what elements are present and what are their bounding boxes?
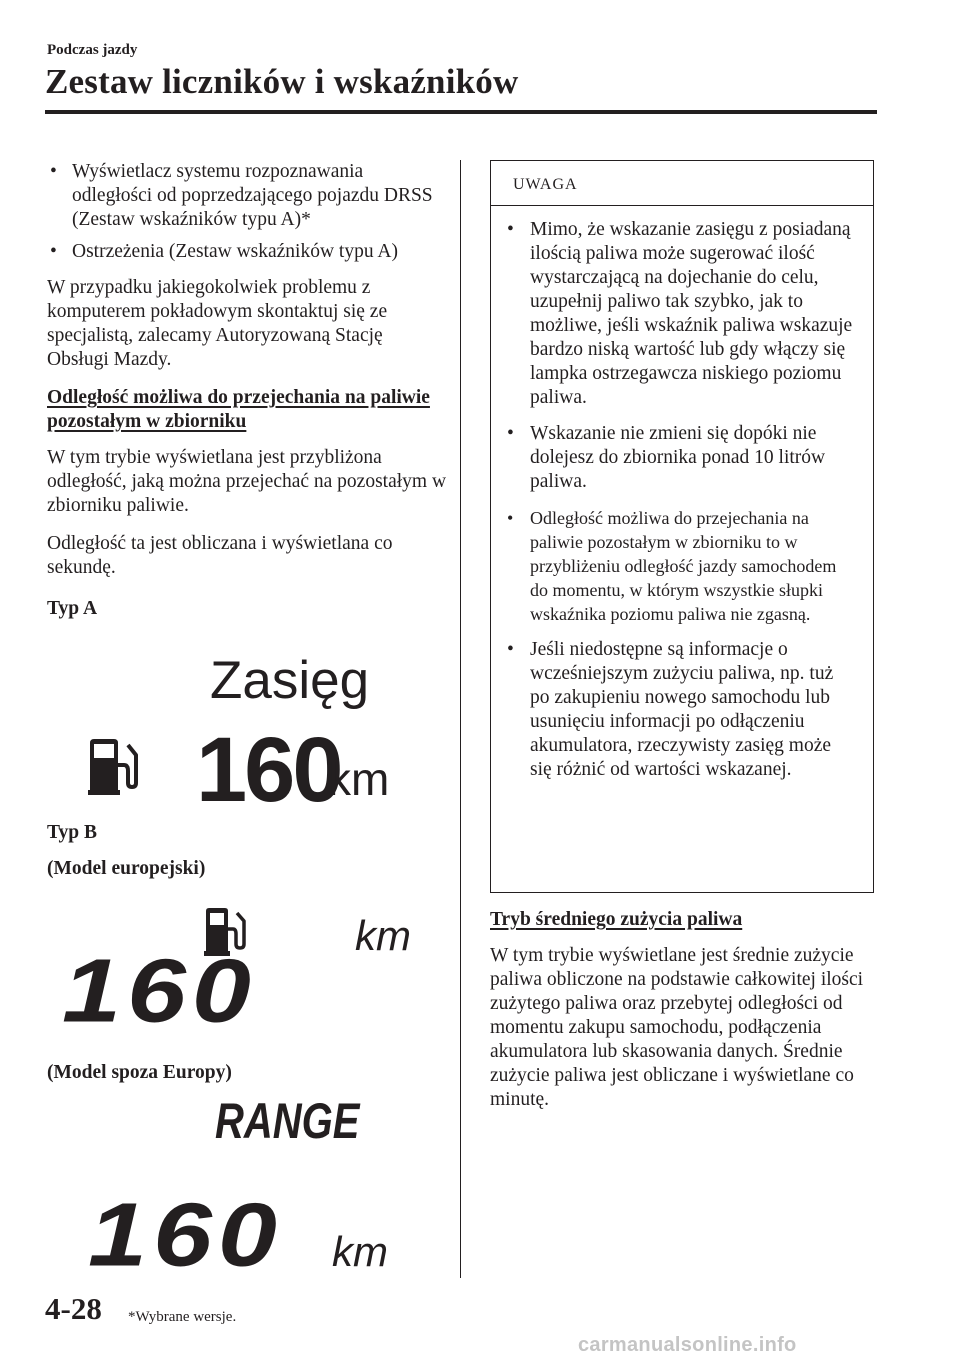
note-body	[491, 206, 873, 782]
footnote: *Wybrane wersje.	[128, 1309, 237, 1325]
page-number: 4-28	[45, 1291, 102, 1326]
paragraph: W tym trybie wyświetlane jest średnie zużycie paliwa obliczone na podstawie całkowitej ilości zużytego paliwa oraz przebytej odległości od momentu zakupu samochodu, podłączenia akumulatora lub skasowania danych. Średnie zużycie paliwa jest obliczane i wyświetlane co minutę.	[490, 945, 864, 1110]
bullet-text: Wyświetlacz systemu rozpoznawania odległości od poprzedzającego pojazdu DRSS (Zestaw wskaźników typu A)*	[72, 161, 433, 230]
note-box	[490, 160, 874, 893]
note-heading: UWAGA	[491, 161, 873, 206]
display-title-range: RANGE	[215, 1093, 360, 1149]
note-item	[505, 218, 855, 410]
left-column	[47, 160, 447, 590]
display-title-range: Zasięg	[210, 651, 370, 710]
range-value-digits: 160	[196, 719, 341, 821]
bullet-icon: •	[50, 161, 57, 182]
type-a-label: Typ A	[47, 598, 98, 619]
type-b-label: Typ B	[47, 822, 98, 843]
range-unit: km	[332, 1228, 388, 1275]
note-text: Odległość możliwa do przejechania na paliwie pozostałym w zbiorniku to w przybliżeniu odległość jazdy samochodem do momentu, w którym wszystkie słupki wskaźnika poziomu paliwa nie zgasną.	[530, 508, 837, 624]
range-unit: km	[328, 753, 390, 805]
fuel-pump-icon	[86, 735, 146, 797]
paragraph: W tym trybie wyświetlana jest przybliżona odległość, jaką można przejechać na pozostałym w zbiorniku paliwie.	[47, 447, 447, 516]
watermark: carmanualsonline.info	[578, 1334, 797, 1356]
model-non-eu-label: (Model spoza Europy)	[47, 1062, 232, 1083]
subheading-average-consumption: Tryb średniego zużycia paliwa	[490, 909, 743, 930]
bullet-icon: •	[507, 219, 514, 240]
paragraph: W przypadku jakiegokolwiek problemu z komputerem pokładowym skontaktuj się ze specjalistą, zalecamy Autoryzowaną Stację Obsługi Mazdy.	[47, 277, 388, 370]
column-divider	[460, 160, 461, 1278]
range-value-digits: 160	[88, 1184, 283, 1286]
paragraph: Odległość ta jest obliczana i wyświetlana co sekundę.	[47, 533, 393, 578]
note-text: Wskazanie nie zmieni się dopóki nie dolejesz do zbiornika ponad 10 litrów paliwa.	[530, 423, 826, 492]
bullet-text: Ostrzeżenia (Zestaw wskaźników typu A)	[72, 241, 398, 262]
title-rule	[45, 110, 877, 114]
bullet-icon: •	[50, 241, 57, 262]
list-item	[47, 240, 447, 264]
subheading-range: Odległość możliwa do przejechania na paliwie pozostałym w zbiorniku	[47, 387, 430, 432]
note-item	[505, 422, 855, 494]
bullet-icon: •	[507, 423, 514, 444]
list-item	[47, 160, 447, 232]
note-item	[505, 638, 855, 782]
section-label: Podczas jazdy	[47, 42, 138, 58]
bullet-icon: •	[507, 639, 514, 660]
range-unit: km	[355, 912, 411, 959]
right-column-text	[490, 908, 870, 1122]
page-title: Zestaw liczników i wskaźników	[45, 62, 519, 101]
note-text: Mimo, że wskazanie zasięgu z posiadaną ilością paliwa może sugerować ilość wystarczającą na dojechanie do celu, uzupełnij paliwo tak szybko, jak to możliwe, jeśli wskaźnik paliwa wskazuje bardzo niską wartość lub gdy włączy się lampka ostrzegawcza niskiego poziomu paliwa.	[530, 219, 853, 408]
note-item	[505, 506, 855, 626]
range-value-digits: 160	[62, 940, 257, 1042]
model-eu-label: (Model europejski)	[47, 858, 206, 879]
bullet-icon: •	[507, 508, 514, 528]
note-text: Jeśli niedostępne są informacje o wcześniejszym zużyciu paliwa, np. tuż po zakupieniu nowego samochodu lub usunięciu informacji po odłączeniu akumulatora, rzeczywisty zasięg może się różnić od wartości wskazanej.	[530, 639, 834, 780]
